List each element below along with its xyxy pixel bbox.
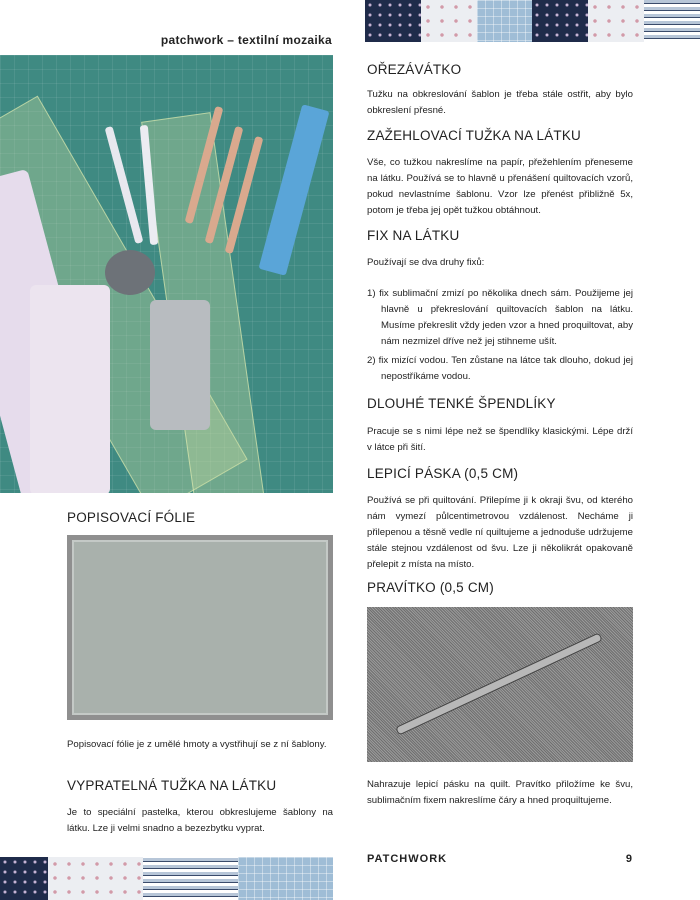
- page-number: 9: [625, 853, 633, 865]
- heading-fix-na-latku: FIX NA LÁTKU: [367, 228, 460, 243]
- paragraph: Vše, co tužkou nakreslíme na papír, přežehlením přeneseme na látku. Používá se to hlavně u přenášení quiltovacích vzorů, pokud nevlastníme šablonu. Vzor lze přenést přibližně 5x, potom je třeba jej opět tužkou obtáhnout.: [367, 157, 633, 216]
- foil-photo: [67, 535, 333, 720]
- heading-dlouhe-spendliky: DLOUHÉ TENKÉ ŠPENDLÍKY: [367, 396, 556, 411]
- heading-lepici-paska: LEPICÍ PÁSKA (0,5 CM): [367, 466, 519, 481]
- paragraph: Pracuje se s nimi lépe než se špendlíky klasickými. Lépe drží v látce při šití.: [367, 426, 633, 453]
- heading-orezavatko: OŘEZÁVÁTKO: [367, 62, 462, 77]
- paragraph: Používá se při quiltování. Přilepíme ji k okraji švu, od kterého nám vymezí půlcentimetrovou vzdálenost. Necháme ji přilepenou a těsně vedle ní quiltujeme a jednoduše udržujeme stále stejnou vzdálenost od švu. Lze ji několikrát opakovaně přelepit z místa na místo.: [367, 495, 633, 570]
- paragraph: Nahrazuje lepicí pásku na quilt. Pravítko přiložíme ke švu, sublimačním fixem nakreslíme čáry a hned proquiltujeme.: [367, 779, 633, 806]
- paragraph: Tužku na obkreslování šablon je třeba stále ostřit, aby bylo obkreslení přesné.: [367, 89, 633, 116]
- ruler-photo: [367, 607, 633, 762]
- heading-pravitko: PRAVÍTKO (0,5 CM): [367, 580, 494, 595]
- heading-vypratelna-tuzka: VYPRATELNÁ TUŽKA NA LÁTKU: [67, 778, 277, 793]
- fabric-strip-bottom: [0, 857, 333, 900]
- tools-photo: [0, 55, 333, 493]
- list-item: 2) fix mizící vodou. Ten zůstane na látce tak dlouho, dokud jej nepostříkáme vodou.: [367, 355, 633, 382]
- fabric-strip-top: [365, 0, 700, 42]
- heading-popisovaci-folie: POPISOVACÍ FÓLIE: [67, 510, 196, 525]
- footer-label: PATCHWORK: [367, 853, 448, 865]
- list-item: 1) fix sublimační zmizí po několika dnech sám. Použijeme jej hlavně u překreslování quiltovacích šablon na látku. Musíme překreslit vždy jeden vzor a hned proquiltovat, aby nám nezmizel dříve než jej stihneme ušít.: [367, 288, 633, 347]
- paragraph: Používají se dva druhy fixů:: [367, 257, 485, 268]
- paragraph: Popisovací fólie je z umělé hmoty a vystřihují se z ní šablony.: [67, 739, 327, 750]
- heading-zazehlovaci-tuzka: ZAŽEHLOVACÍ TUŽKA NA LÁTKU: [367, 128, 582, 143]
- running-header: patchwork – textilní mozaika: [160, 33, 332, 47]
- paragraph: Je to speciální pastelka, kterou obkreslujeme šablony na látku. Lze ji velmi snadno a bezezbytku vyprat.: [67, 807, 333, 834]
